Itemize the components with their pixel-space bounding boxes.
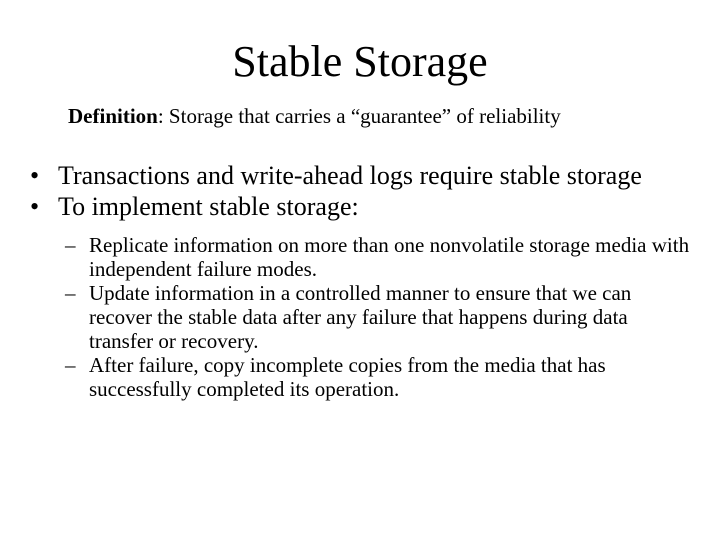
subbullet-text: Replicate information on more than one nonvolatile storage media with independent failure modes. (89, 233, 690, 281)
slide-title: Stable Storage (232, 37, 488, 86)
subbullet-item (65, 353, 695, 401)
subbullet-text: Update information in a controlled manner to ensure that we can recover the stable data after any failure that happens during data transfer or recovery. (89, 281, 632, 353)
bullet-icon: • (30, 192, 40, 221)
bullet-item (30, 191, 710, 222)
definition-term: Definition (68, 104, 158, 128)
dash-icon: – (65, 353, 76, 377)
subbullet-list (65, 233, 695, 401)
bullet-text: To implement stable storage: (58, 192, 359, 221)
definition-text: : Storage that carries a “guarantee” of reliability (157, 104, 561, 128)
dash-icon: – (65, 281, 76, 305)
subbullet-item (65, 281, 695, 353)
bullet-list (30, 160, 710, 222)
dash-icon: – (65, 233, 76, 257)
bullet-item (30, 160, 710, 191)
bullet-icon: • (30, 161, 40, 190)
bullet-text: Transactions and write-ahead logs require stable storage (58, 161, 642, 190)
subbullet-text: After failure, copy incomplete copies from the media that has successfully completed its operation. (89, 353, 606, 401)
definition-line (68, 101, 561, 131)
subbullet-item (65, 233, 695, 281)
